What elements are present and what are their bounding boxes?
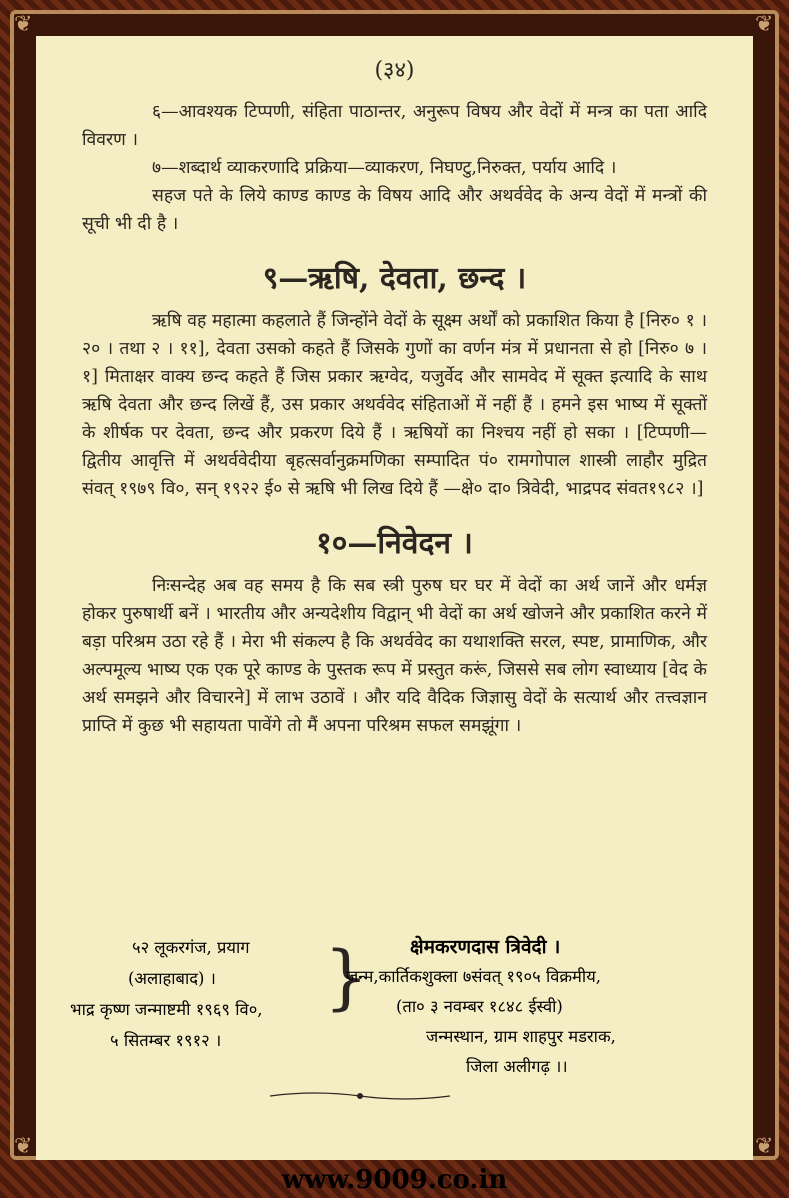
address-line: (अलाहाबाद) । bbox=[128, 969, 216, 988]
author-name: क्षेमकरणदास त्रिवेदी । bbox=[410, 936, 561, 958]
signature-block bbox=[34, 932, 749, 1076]
ornamental-divider-icon bbox=[270, 1090, 450, 1102]
corner-ornament-icon: ❦ bbox=[14, 1134, 33, 1159]
corner-ornament-icon: ❦ bbox=[755, 1134, 774, 1159]
page-number: (३४) bbox=[374, 58, 415, 83]
paragraph: ६—आवश्यक टिप्पणी, संहिता पाठान्तर, अनुरूप विषय और वेदों में मन्त्र का पता आदि विवरण । bbox=[82, 102, 707, 150]
address-line: भाद्र कृष्ण जन्माष्टमी १९६९ वि०, bbox=[70, 1000, 263, 1019]
section-body: निःसन्देह अब वह समय है कि सब स्त्री पुरुष घर घर में वेदों का अर्थ जानें और धर्मज्ञ होकर पुरुषार्थी बनें । भारतीय और अन्यदेशीय विद्वान् भी वेदों का अर्थ खोजने और प्रकाशित करने में बड़ा परिश्रम उठा रहे हैं । मेरा भी संकल्प है कि अथर्ववेद का यथाशक्ति सरल, स्पष्ट, प्रामाणिक, और अल्पमूल्य भाष्य एक एक पूरे काण्ड के पुस्तक रूप में प्रस्तुत करूं, जिससे सब लोग स्वाध्याय [वेद के अर्थ समझने और विचारने] में लाभ उठावें । और यदि वैदिक जिज्ञासु वेदों के सत्यार्थ और तत्त्वज्ञान प्राप्ति में कुछ भी सहायता पावेंगे तो मैं अपना परिश्रम सफल समझूंगा । bbox=[82, 576, 707, 736]
section-body: ऋषि वह महात्मा कहलाते हैं जिन्होंने वेदों के सूक्ष्म अर्थों को प्रकाशित किया है [निरु० १ । २० । तथा २ । ११], देवता उसको कहते हैं जिसके गुणों का वर्णन मंत्र में प्रधानता से हो [निरु० ७ । १] मिताक्षर वाक्य छन्द कहते हैं जिस प्रकार ऋग्वेद, यजुर्वेद और सामवेद में सूक्त इत्यादि के साथ ऋषि देवता और छन्द लिखें हैं, उस प्रकार अथर्ववेद संहिताओं में नहीं हैं । हमने इस भाष्य में सूक्तों के शीर्षक पर देवता, छन्द और प्रकरण दिये हैं । ऋषियों का निश्चय नहीं हो सका । [टिप्पणी—द्वितीय आवृत्ति में अथर्ववेदीया बृहत्सर्वानुक्रमणिका सम्पादित पं० रामगोपाल शास्त्री लाहौर मुद्रित संवत् १९७९ वि०, सन् १९२२ ई० से ऋषि भी लिख दिये हैं —क्षे० दा० त्रिवेदी, भाद्रपद संवत१९८२ ।] bbox=[82, 311, 707, 499]
section-heading: ९—ऋषि, देवता, छन्द । bbox=[262, 261, 527, 296]
website-footer: www.9009.co.in bbox=[281, 1165, 508, 1195]
author-detail: जन्म,कार्तिकशुक्ला ७संवत् १९०५ विक्रमीय, bbox=[346, 967, 602, 986]
address-line: ५ सितम्बर १९१२ । bbox=[110, 1031, 222, 1050]
paragraph: सहज पते के लिये काण्ड काण्ड के विषय आदि और अथर्ववेद के अन्य वेदों में मन्त्रों की सूची भी दी है । bbox=[82, 186, 707, 234]
address-line: ५२ लूकरगंज, प्रयाग bbox=[132, 938, 250, 957]
author-detail: (ता० ३ नवम्बर १८४८ ईस्वी) bbox=[396, 997, 563, 1016]
paragraph: ७—शब्दार्थ व्याकरणादि प्रक्रिया—व्याकरण, निघण्टु,निरुक्त, पर्याय आदि । bbox=[152, 158, 617, 178]
address-left bbox=[70, 932, 330, 1056]
corner-ornament-icon: ❦ bbox=[14, 12, 33, 37]
brace-icon: } bbox=[324, 936, 369, 1018]
corner-ornament-icon: ❦ bbox=[755, 12, 774, 37]
author-signature bbox=[346, 932, 726, 1082]
author-detail: जन्मस्थान, ग्राम शाहपुर मडराक, bbox=[426, 1027, 616, 1046]
author-detail: जिला अलीगढ़ ।। bbox=[466, 1057, 568, 1076]
section-heading: १०—निवेदन । bbox=[316, 526, 473, 561]
